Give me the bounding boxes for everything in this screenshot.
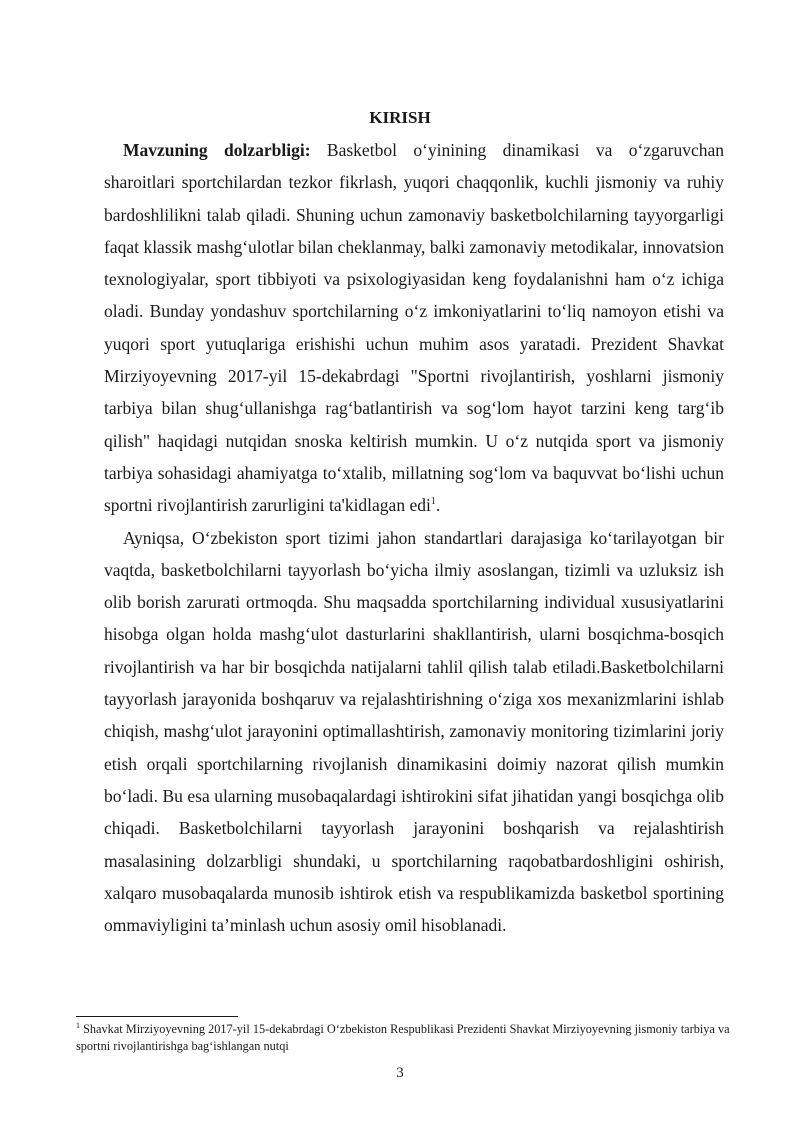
footnote-number: 1 [76, 1020, 80, 1030]
footnote-reference[interactable]: 1 [430, 496, 436, 508]
relevance-label: Mavzuning dolzarbligi: [123, 140, 311, 160]
footnote-text: Shavkat Mirziyoyevning 2017-yil 15-dekabrdagi O‘zbekiston Respublikasi Prezidenti Shavkat Mirziyoyevning jismoniy tarbiya va sportni rivojlantirishga bag‘ishlangan nutqi [76, 1022, 730, 1053]
relevance-text-end: . [435, 495, 441, 516]
paragraph-relevance [104, 134, 724, 522]
footnote [76, 1021, 736, 1055]
section-heading: KIRISH [369, 108, 431, 127]
footnote-separator [76, 1016, 238, 1017]
body-text [104, 134, 724, 941]
page-number: 3 [396, 1065, 404, 1081]
paragraph-second: Ayniqsa, O‘zbekiston sport tizimi jahon standartlari darajasiga ko‘tarilayotgan bir vaqtda, basketbolchilarni tayyorlash bo‘yicha ilmiy asoslangan, tizimli va uzluksiz ish olib borish zarurati ortmoqda. Shu maqsadda sportchilarning individual xususiyatlarini hisobga olgan holda mashg‘ulot dasturlarini shakllantirish, ularni bosqichma-bosqich rivojlantirish va har bir bosqichda natijalarni tahlil qilish talab etiladi.Basketbolchilarni tayyorlash jarayonida boshqaruv va rejalashtirishning o‘ziga xos mexanizmlarini ishlab chiqish, mashg‘ulot jarayonini optimallashtirish, zamonaviy monitoring tizimlarini joriy etish orqali sportchilarning rivojlanish dinamikasini doimiy nazorat qilish mumkin bo‘ladi. Bu esa ularning musobaqalardagi ishtirokini sifat jihatidan yangi bosqichga olib chiqadi. Basketbolchilarni tayyorlash jarayonini boshqarish va rejalashtirish masalasining dolzarbligi shundaki, u sportchilarning raqobatbardoshligini oshirish, xalqaro musobaqalarda munosib ishtirok etish va respublikamizda basketbol sportining ommaviyligini ta’minlash uchun asosiy omil hisoblanadi. [104, 527, 724, 936]
relevance-text: Basketbol o‘yinining dinamikasi va o‘zgaruvchan sharoitlari sportchilardan tezkor fikrlash, yuqori chaqqonlik, kuchli jismoniy va ruhiy bardoshlilikni talab qiladi. Shuning uchun zamonaviy basketbolchilarning tayyorgarligi faqat klassik mashg‘ulotlar bilan cheklanmay, balki zamonaviy metodikalar, innovatsion texnologiyalar, sport tibbiyoti va psixologiyasidan keng foydalanishni ham o‘z ichiga oladi. Bunday yondashuv sportchilarning o‘z imkoniyatlarini to‘liq namoyon etishi va yuqori sport yutuqlariga erishishi uchun muhim asos yaratadi. Prezident Shavkat Mirziyoyevning 2017-yil 15-dekabrdagi "Sportni rivojlantirish, yoshlarni jismoniy tarbiya bilan shug‘ullanishga rag‘batlantirish va sog‘lom hayot tarzini keng targ‘ib qilish" haqidagi nutqidan snoska keltirish mumkin. U o‘z nutqida sport va jismoniy tarbiya sohasidagi ahamiyatga to‘xtalib, millatning sog‘lom va baquvvat bo‘lishi uchun sportni rivojlantirish zarurligini ta'kidlagan edi [104, 140, 724, 516]
